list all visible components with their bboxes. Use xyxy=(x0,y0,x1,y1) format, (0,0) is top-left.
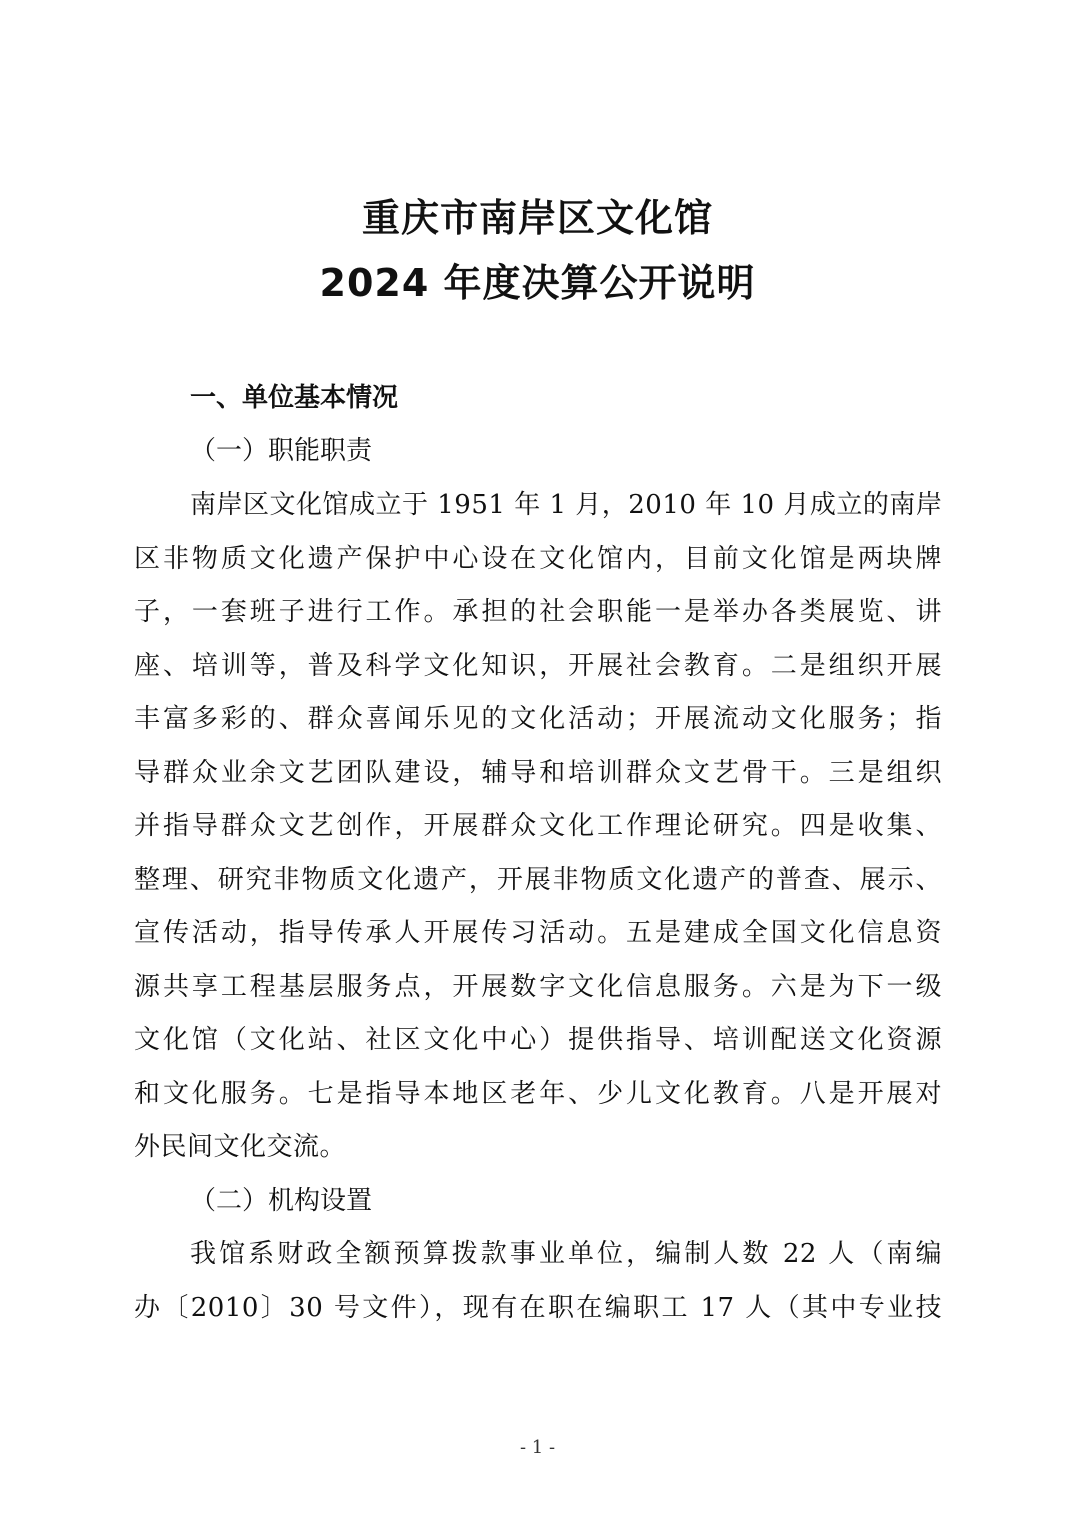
paragraph-line: 文化馆（文化站、社区文化中心）提供指导、培训配送文化资源 xyxy=(134,1025,942,1055)
subsection-heading-organization: （二）机构设置 xyxy=(190,1186,373,1216)
paragraph-line: 区非物质文化遗产保护中心设在文化馆内，目前文化馆是两块牌 xyxy=(134,544,942,574)
paragraph-line: 办〔2010〕30 号文件），现有在职在编职工 17 人（其中专业技 xyxy=(134,1293,942,1323)
paragraph-line: 子，一套班子进行工作。承担的社会职能一是举办各类展览、讲 xyxy=(134,597,942,627)
paragraph-line: 外民间文化交流。 xyxy=(134,1132,347,1162)
paragraph-line: 和文化服务。七是指导本地区老年、少儿文化教育。八是开展对 xyxy=(134,1079,942,1109)
paragraph-line: 整理、研究非物质文化遗产，开展非物质文化遗产的普查、展示、 xyxy=(134,865,942,895)
paragraph-line: 南岸区文化馆成立于 1951 年 1 月，2010 年 10 月成立的南岸 xyxy=(190,490,943,520)
paragraph-line: 宣传活动，指导传承人开展传习活动。五是建成全国文化信息资 xyxy=(134,918,942,948)
paragraph-line: 丰富多彩的、群众喜闻乐见的文化活动；开展流动文化服务；指 xyxy=(134,704,942,734)
subsection-heading-functions: （一）职能职责 xyxy=(190,436,373,466)
paragraph-line: 源共享工程基层服务点，开展数字文化信息服务。六是为下一级 xyxy=(134,972,942,1002)
paragraph-line: 导群众业余文艺团队建设，辅导和培训群众文艺骨干。三是组织 xyxy=(134,758,942,788)
page-number: - 1 - xyxy=(519,1437,556,1458)
paragraph-line: 并指导群众文艺创作，开展群众文化工作理论研究。四是收集、 xyxy=(134,811,942,841)
section-heading-unit-basic-info: 一、单位基本情况 xyxy=(190,383,399,413)
document-title-line-2: 2024 年度决算公开说明 xyxy=(319,261,756,305)
document-title-line-1: 重庆市南岸区文化馆 xyxy=(361,196,713,240)
paragraph-line: 座、培训等，普及科学文化知识，开展社会教育。二是组织开展 xyxy=(134,651,942,681)
paragraph-line: 我馆系财政全额预算拨款事业单位，编制人数 22 人（南编 xyxy=(190,1239,942,1269)
